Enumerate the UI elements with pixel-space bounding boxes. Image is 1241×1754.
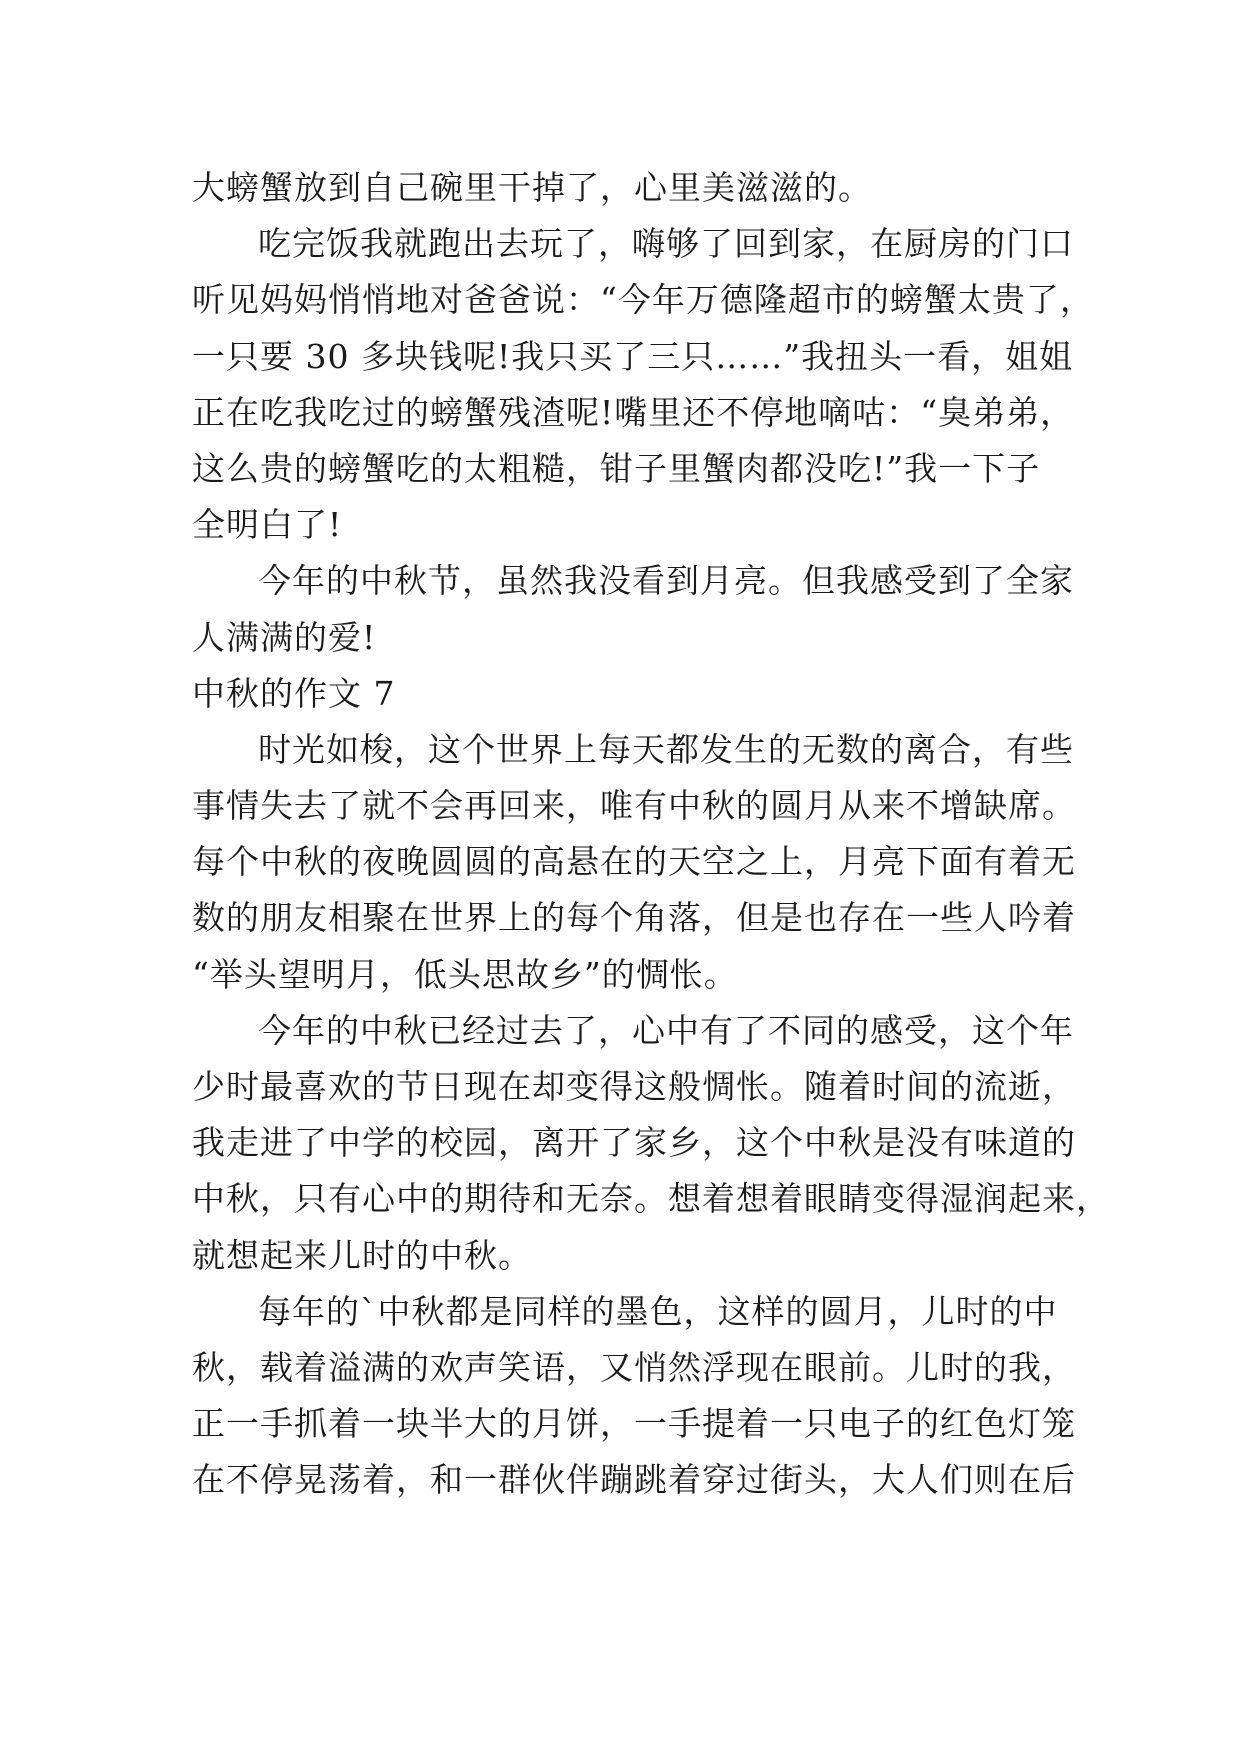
text-line: 在不停晃荡着，和一群伙伴蹦跳着穿过街头，大人们则在后: [192, 1460, 1076, 1500]
text-line: 正一手抓着一块半大的月饼，一手提着一只电子的红色灯笼: [192, 1404, 1076, 1444]
text-line: 少时最喜欢的节日现在却变得这般惆怅。随着时间的流逝，: [192, 1067, 1076, 1106]
text-line: 全明白了!: [192, 505, 343, 545]
paragraph-start-line: 吃完饭我就跑出去玩了，嗨够了回到家，在厨房的门口: [258, 224, 1074, 264]
paragraph-start-line: 每年的`中秋都是同样的墨色，这样的圆月，儿时的中: [258, 1291, 1058, 1331]
section-heading: 中秋的作文 7: [192, 673, 396, 713]
text-line: 就想起来儿时的中秋。: [192, 1235, 532, 1275]
text-line: 事情失去了就不会再回来，唯有中秋的圆月从来不增缺席。: [192, 786, 1076, 826]
text-line: 这么贵的螃蟹吃的太粗糙，钳子里蟹肉都没吃!”我一下子: [192, 448, 1041, 488]
text-line: 听见妈妈悄悄地对爸爸说：“今年万德隆超市的螃蟹太贵了，: [192, 280, 1094, 320]
text-line: 秋，载着溢满的欢声笑语，又悄然浮现在眼前。儿时的我，: [192, 1347, 1076, 1387]
text-line: “举头望明月，低头思故乡”的惆怅。: [192, 954, 738, 994]
text-line: 数的朋友相聚在世界上的每个角落，但是也存在一些人吟着: [192, 898, 1076, 938]
text-line: 中秋，只有心中的期待和无奈。想着想着眼睛变得湿润起来，: [192, 1179, 1110, 1219]
text-line: 每个中秋的夜晚圆圆的高悬在的天空之上，月亮下面有着无: [192, 842, 1076, 882]
text-line: 人满满的爱!: [192, 617, 377, 657]
paragraph-start-line: 今年的中秋节，虽然我没看到月亮。但我感受到了全家: [258, 561, 1074, 601]
text-line: 正在吃我吃过的螃蟹残渣呢!嘴里还不停地嘀咕：“臭弟弟，: [192, 392, 1075, 432]
text-line: 一只要 30 多块钱呢!我只买了三只……”我扭头一看，姐姐: [192, 336, 1074, 376]
paragraph-start-line: 今年的中秋已经过去了，心中有了不同的感受，这个年: [258, 1010, 1074, 1050]
text-line: 大螃蟹放到自己碗里干掉了，心里美滋滋的。: [192, 168, 872, 207]
text-line: 我走进了中学的校园，离开了家乡，这个中秋是没有味道的: [192, 1123, 1076, 1163]
paragraph-start-line: 时光如梭，这个世界上每天都发生的无数的离合，有些: [258, 729, 1074, 769]
document-body: [192, 160, 1110, 1509]
